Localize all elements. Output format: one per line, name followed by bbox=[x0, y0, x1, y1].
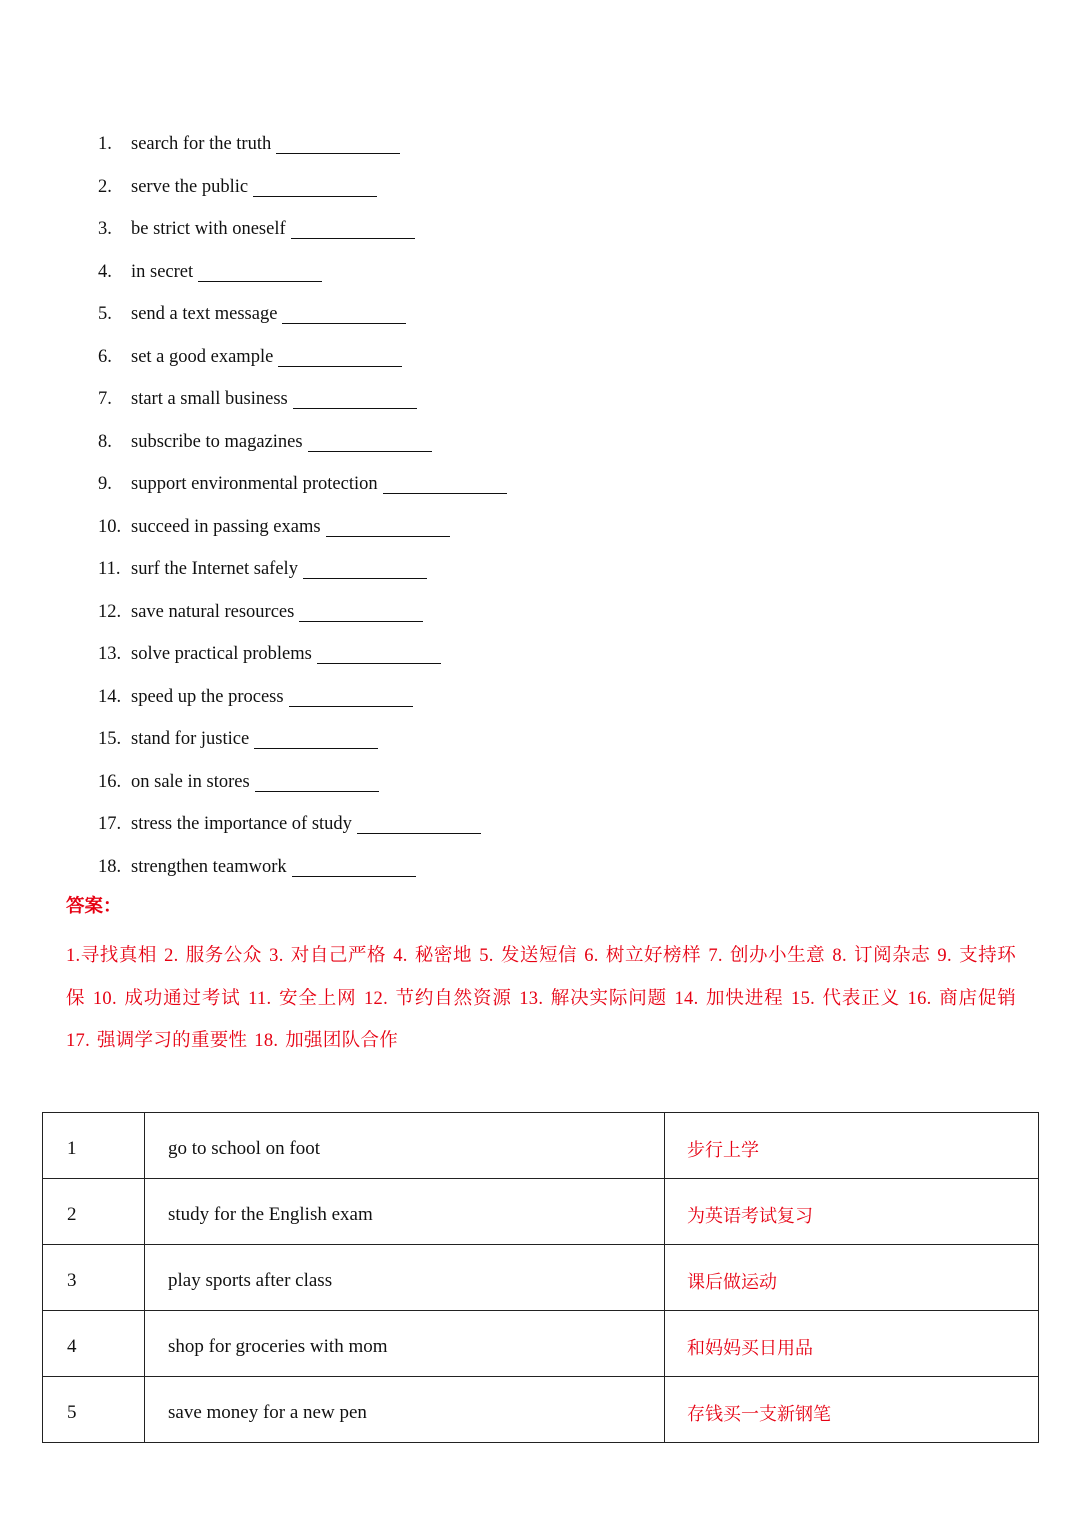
chinese-cell bbox=[665, 1245, 1039, 1311]
answer-section bbox=[66, 893, 1016, 1063]
answer-blank bbox=[289, 705, 413, 707]
exercise-item bbox=[98, 171, 507, 214]
chinese-translation: 和妈妈买日用品 bbox=[687, 1337, 813, 1359]
english-phrase: save money for a new pen bbox=[168, 1401, 367, 1423]
english-phrase: play sports after class bbox=[168, 1269, 333, 1291]
row-number: 1 bbox=[67, 1137, 77, 1159]
item-number: 5. bbox=[98, 304, 112, 324]
item-phrase: be strict with oneself bbox=[131, 219, 286, 239]
answer-blank bbox=[293, 407, 417, 409]
exercise-item bbox=[98, 511, 507, 554]
item-phrase: search for the truth bbox=[131, 134, 272, 154]
exercise-item bbox=[98, 553, 507, 596]
chinese-translation: 课后做运动 bbox=[687, 1271, 777, 1293]
answer-blank bbox=[357, 832, 481, 834]
item-phrase: start a small business bbox=[131, 389, 288, 409]
english-cell bbox=[145, 1311, 665, 1377]
item-phrase: strengthen teamwork bbox=[131, 856, 287, 877]
exercise-item bbox=[98, 638, 507, 681]
item-phrase: speed up the process bbox=[131, 686, 284, 707]
item-phrase: set a good example bbox=[131, 346, 274, 367]
table-row bbox=[43, 1311, 1039, 1377]
exercise-item bbox=[98, 681, 507, 724]
table-row bbox=[43, 1113, 1039, 1179]
row-number-cell bbox=[43, 1377, 145, 1443]
english-phrase: go to school on foot bbox=[168, 1137, 320, 1159]
item-number: 3. bbox=[98, 219, 112, 239]
item-phrase: save natural resources bbox=[131, 601, 295, 622]
exercise-item bbox=[98, 596, 507, 639]
item-number: 4. bbox=[98, 261, 112, 282]
item-phrase: subscribe to magazines bbox=[131, 431, 303, 452]
table-row bbox=[43, 1377, 1039, 1443]
answer-blank bbox=[282, 322, 406, 324]
chinese-cell bbox=[665, 1179, 1039, 1245]
answer-heading: 答案： bbox=[66, 897, 122, 917]
item-number: 10. bbox=[98, 516, 122, 537]
row-number-cell bbox=[43, 1245, 145, 1311]
english-cell bbox=[145, 1377, 665, 1443]
exercise-list bbox=[98, 128, 507, 893]
english-cell bbox=[145, 1245, 665, 1311]
chinese-cell bbox=[665, 1311, 1039, 1377]
item-number: 6. bbox=[98, 346, 112, 367]
item-phrase: surf the Internet safely bbox=[131, 559, 298, 579]
english-phrase: shop for groceries with mom bbox=[168, 1335, 388, 1357]
english-cell bbox=[145, 1113, 665, 1179]
chinese-translation: 步行上学 bbox=[687, 1139, 759, 1161]
answer-blank bbox=[292, 875, 416, 877]
exercise-item bbox=[98, 808, 507, 851]
item-number: 18. bbox=[98, 856, 122, 877]
english-cell bbox=[145, 1179, 665, 1245]
answer-blank bbox=[254, 747, 378, 749]
row-number: 2 bbox=[67, 1203, 77, 1225]
exercise-item bbox=[98, 383, 507, 426]
item-number: 12. bbox=[98, 601, 122, 622]
phrase-table bbox=[42, 1112, 1039, 1443]
answer-blank bbox=[326, 535, 450, 537]
row-number-cell bbox=[43, 1113, 145, 1179]
item-number: 2. bbox=[98, 176, 112, 197]
answer-blank bbox=[255, 790, 379, 792]
item-phrase: solve practical problems bbox=[131, 644, 312, 664]
answer-blank bbox=[308, 450, 432, 452]
item-phrase: serve the public bbox=[131, 176, 249, 197]
chinese-translation: 存钱买一支新钢笔 bbox=[687, 1403, 831, 1425]
exercise-item bbox=[98, 723, 507, 766]
exercise-item bbox=[98, 298, 507, 341]
row-number-cell bbox=[43, 1179, 145, 1245]
exercise-item bbox=[98, 426, 507, 469]
table-row bbox=[43, 1245, 1039, 1311]
answer-blank bbox=[303, 577, 427, 579]
item-phrase: in secret bbox=[131, 261, 194, 282]
item-number: 11. bbox=[98, 559, 121, 579]
item-number: 9. bbox=[98, 474, 112, 494]
item-number: 14. bbox=[98, 686, 122, 707]
item-number: 1. bbox=[98, 134, 112, 154]
row-number-cell bbox=[43, 1311, 145, 1377]
item-phrase: stress the importance of study bbox=[131, 814, 352, 834]
exercise-item bbox=[98, 766, 507, 809]
answer-blank bbox=[198, 280, 322, 282]
answer-blank bbox=[317, 662, 441, 664]
item-number: 8. bbox=[98, 431, 112, 452]
item-number: 17. bbox=[98, 814, 122, 834]
row-number: 3 bbox=[67, 1269, 77, 1291]
chinese-translation: 为英语考试复习 bbox=[687, 1205, 813, 1227]
item-number: 7. bbox=[98, 389, 112, 409]
exercise-item bbox=[98, 256, 507, 299]
exercise-item bbox=[98, 341, 507, 384]
answer-blank bbox=[291, 237, 415, 239]
item-phrase: stand for justice bbox=[131, 729, 250, 749]
answer-blank bbox=[383, 492, 507, 494]
exercise-item bbox=[98, 128, 507, 171]
table-row bbox=[43, 1179, 1039, 1245]
exercise-item bbox=[98, 468, 507, 511]
item-number: 15. bbox=[98, 729, 122, 749]
exercise-item bbox=[98, 213, 507, 256]
item-number: 16. bbox=[98, 771, 122, 792]
chinese-cell bbox=[665, 1377, 1039, 1443]
chinese-cell bbox=[665, 1113, 1039, 1179]
answer-blank bbox=[276, 152, 400, 154]
row-number: 5 bbox=[67, 1401, 77, 1423]
item-phrase: on sale in stores bbox=[131, 771, 250, 792]
answer-blank bbox=[253, 195, 377, 197]
row-number: 4 bbox=[67, 1335, 77, 1357]
english-phrase: study for the English exam bbox=[168, 1203, 373, 1225]
answer-key-text: 1.寻找真相 2. 服务公众 3. 对自己严格 4. 秘密地 5. 发送短信 6. 树立好榜样 7. 创办小生意 8. 订阅杂志 9. 支持环保 10. 成功通过考试 11. 安全上网 12. 节约自然资源 13. 解决实际问题 14. 加快进程 15. 代表正义 16. 商店促销 17. 强调学习的重要性 18. 加强团队合作 bbox=[66, 946, 1016, 1051]
item-phrase: send a text message bbox=[131, 304, 278, 324]
item-number: 13. bbox=[98, 644, 122, 664]
item-phrase: succeed in passing exams bbox=[131, 516, 321, 537]
answer-blank bbox=[278, 365, 402, 367]
phrase-table-wrapper bbox=[42, 1112, 1038, 1443]
exercise-item bbox=[98, 851, 507, 894]
answer-blank bbox=[299, 620, 423, 622]
item-phrase: support environmental protection bbox=[131, 474, 378, 494]
